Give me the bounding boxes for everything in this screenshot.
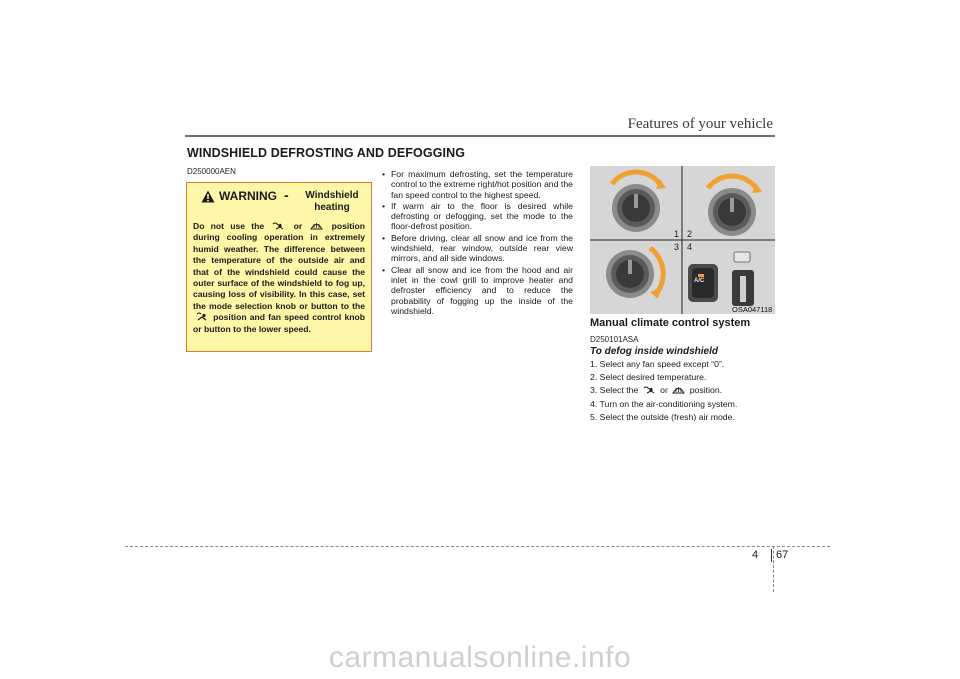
list-item: 5. Select the outside (fresh) air mode. <box>590 411 735 422</box>
warning-dash: - <box>284 187 289 203</box>
figure-label-3: 3 <box>674 242 680 252</box>
warning-label: WARNING <box>219 189 277 203</box>
floor-defrost-icon <box>195 312 208 321</box>
warning-body-or: or <box>293 221 303 231</box>
figure-caption: OSA047118 <box>732 305 773 314</box>
step3-text-b: position. <box>689 385 723 396</box>
list-item: • For maximum defrosting, set the temperature control to the extreme right/hot position and the fan speed control to the highest speed. <box>381 169 573 200</box>
defog-steps <box>590 358 780 424</box>
manual-climate-title: Manual climate control system <box>590 317 751 329</box>
section-title: WINDSHIELD DEFROSTING AND DEFOGGING <box>187 146 466 160</box>
list-item: 2. Select desired temperature. <box>590 372 707 383</box>
page-number: 67 <box>776 549 789 561</box>
ac-button-label: A/C <box>694 278 705 284</box>
warning-body-1: Do not use the <box>193 221 265 231</box>
warning-header <box>193 189 365 215</box>
figure-label-1: 1 <box>674 229 680 239</box>
warning-box <box>186 182 372 352</box>
list-item: • Clear all snow and ice from the hood and air inlet in the cowl grill to improve heater and defroster efficiency and to reduce the probability of fogging up the inside of the windshield. <box>381 265 573 316</box>
list-item <box>590 384 780 397</box>
list-item: 1. Select any fan speed except “0”. <box>590 359 725 369</box>
warning-body-3: position and fan speed control knob or button to the lower speed. <box>193 312 365 334</box>
watermark: carmanualsonline.info <box>328 641 632 674</box>
defrost-tips-list <box>381 169 573 317</box>
floor-defrost-icon <box>272 221 285 230</box>
figure-label-4: 4 <box>687 242 693 252</box>
chapter-number: 4 <box>752 549 759 561</box>
floor-defrost-icon <box>643 385 656 394</box>
footer-rule <box>125 546 830 547</box>
footer-vertical-rule <box>773 546 774 592</box>
warning-body-2: position during cooling operation in extremely humid weather. The difference between the temperature of the outside air and that of the windshield could cause the outer surface of the windshield to fog up, causing loss of visibility. In this case, set the mode selection knob or button to the <box>193 221 366 311</box>
warning-body <box>193 221 365 335</box>
warning-triangle-icon <box>201 190 215 203</box>
defrost-icon <box>672 385 685 394</box>
header-rule <box>185 135 775 137</box>
warning-topic: Windshield heating <box>305 190 359 213</box>
climate-control-figure <box>590 166 775 314</box>
list-item: • If warm air to the floor is desired while defrosting or defogging, set the mode to the floor-defrost position. <box>381 201 573 232</box>
figure-label-2: 2 <box>687 229 693 239</box>
page-separator <box>771 549 772 562</box>
section-code: D250000AEN <box>187 167 236 176</box>
list-item: 4. Turn on the air-conditioning system. <box>590 398 738 409</box>
manual-code: D250101ASA <box>590 335 639 344</box>
list-item: • Before driving, clear all snow and ice from the windshield, rear window, outside rear view mirrors, and all side windows. <box>381 233 573 264</box>
climate-control-illustration <box>590 166 775 314</box>
step3-text-a: 3. Select the <box>590 385 639 396</box>
step3-or: or <box>660 385 668 396</box>
defrost-icon <box>310 221 323 230</box>
defog-subtitle: To defog inside windshield <box>590 346 718 357</box>
header-title: Features of your vehicle <box>627 116 773 132</box>
